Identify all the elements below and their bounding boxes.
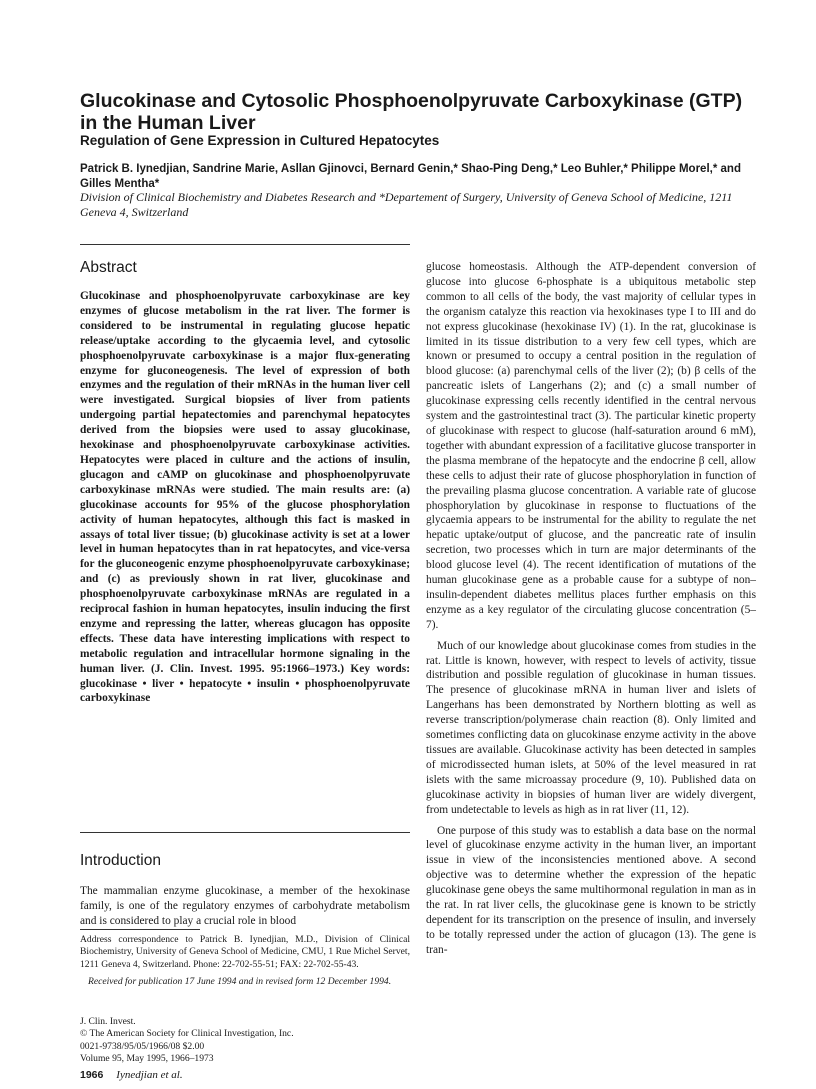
divider bbox=[80, 244, 410, 245]
author-list: Patrick B. Iynedjian, Sandrine Marie, Asllan Gjinovci, Bernard Genin,* Shao-Ping Deng,* Leo Buhler,* Philippe Morel,* and Gilles Mentha* bbox=[80, 163, 741, 190]
copyright-line: © The American Society for Clinical Investigation, Inc. bbox=[80, 1028, 294, 1040]
right-column bbox=[426, 260, 756, 964]
abstract-text: Glucokinase and phosphoenolpyruvate carboxykinase are key enzymes of glucose metabolism in the rat liver. The former is considered to be instrumental in regulating glucose hepatic release/uptake according to the glycaemia level, and cytosolic phosphoenolpyruvate carboxykinase is a major flux-generating enzyme for gluconeogenesis. The level of expression of both enzymes and the regulation of their mRNAs in the human liver cell were investigated. Surgical biopsies of liver from patients undergoing partial hepatectomies and parenchymal hepatocytes derived from the biopsies were used to assay glucokinase, hexokinase and phosphoenolpyruvate carboxykinase activities. Hepatocytes were placed in culture and the actions of insulin, glucagon and cAMP on glucokinase and phosphoenolpyruvate carboxykinase mRNAs were studied. The main results are: (a) glucokinase accounts for 95% of the glucose phosphorylation activity of human hepatocytes, although this fact is masked in assays of total liver tissue; (b) glucokinase activity is set at a lower level in human hepatocytes than in rat hepatocytes, and vice-versa for the gluconeogenic enzyme phosphoenolpyruvate carboxykinase; and (c) as previously shown in rat liver, glucokinase and phosphoenolpyruvate carboxykinase mRNAs are regulated in a reciprocal fashion in human hepatocytes, insulin inducing the first enzyme and repressing the latter, whereas glucagon has opposite effects. These data have interesting implications with respect to metabolic regulation and intracellular hormone signaling in the human liver. (J. Clin. Invest. 1995. 95:1966–1973.) Key words: glucokinase • liver • hepatocyte • insulin • phosphoenolpyruvate carboxykinase bbox=[80, 290, 410, 705]
abstract-heading: Abstract bbox=[80, 259, 137, 276]
journal-name: J. Clin. Invest. bbox=[80, 1016, 136, 1027]
affiliation: Division of Clinical Biochemistry and Diabetes Research and *Departement of Surgery, University of Geneva School of Medicine, 1211 Geneva 4, Switzerland bbox=[80, 190, 733, 219]
page-footer bbox=[80, 1069, 183, 1081]
correspondence-footnote bbox=[80, 934, 410, 989]
introduction-heading: Introduction bbox=[80, 852, 161, 869]
body-paragraph: Much of our knowledge about glucokinase comes from studies in the rat. Little is known, however, with respect to levels of activity, tissue distribution and possible regulation of glucokinase in human tissues. The presence of glucokinase mRNA in human liver and islets of Langerhans has been demonstrated by Northern blotting as well as reverse transcription/polymerase chain reaction (8). Only limited and sometimes conflicting data on glucokinase enzyme activity in the above tissues are available. Glucokinase activity has been detected in samples of microdissected human islets, at 50% of the level measured in rat islets with the same microassay procedure (9, 10). Published data on glucokinase activity in biopsies of human liver are widely divergent, from undetectable to levels as high as in rat liver (11, 12). bbox=[426, 639, 756, 816]
article-subtitle: Regulation of Gene Expression in Cultured Hepatocytes bbox=[80, 133, 440, 148]
body-paragraph: glucose homeostasis. Although the ATP-dependent conversion of glucose into glucose 6-phosphate is a ubiquitous metabolic step common to all cells of the body, the vast majority of cellular types in the organism catalyze this reaction via hexokinases type I to III and do not express glucokinase (hexokinase IV) (1). In the rat, glucokinase is limited in its tissue distribution to a very few cell types, which are known or presumed to occupy a central position in the regulation of blood glucose: (a) parenchymal cells of the liver (2); (b) β cells of the pancreatic islets of Langerhans (2); and (c) a small number of glucokinase expressing cells recently identified in the central nervous system and the gastrointestinal tract (3). The particular kinetic property of glucokinase with respect to glucose (half-saturation around 6 mM), together with abundant expression of a facilitative glucose transporter in the plasma membrane of the hepatocyte and the endocrine β cell, allow these cells to adjust their rate of glucose phosphorylation in function of the prevailing plasma glucose concentration. A variable rate of glucose phosphorylation by glucokinase in response to fluctuations of the glycaemia appears to be instrumental for the ability to regulate the net hepatic uptake/output of glucose, and the pancreatic rate of insulin secretion, two processes which in turn are major determinants of the blood glucose level (4). The recent identification of mutations of the human glucokinase gene as a probable cause for a subtype of non–insulin-dependent diabetes mellitus places further emphasis on this enzyme as a key regulator of the circulating glucose concentration (5–7). bbox=[426, 261, 756, 631]
introduction-text: The mammalian enzyme glucokinase, a member of the hexokinase family, is one of the regulatory enzymes of carbohydrate metabolism and is considered to play a crucial role in blood bbox=[80, 885, 410, 927]
received-date: Received for publication 17 June 1994 and in revised form 12 December 1994. bbox=[88, 976, 392, 988]
article-title: Glucokinase and Cytosolic Phosphoenolpyruvate Carboxykinase (GTP) in the Human Liver bbox=[80, 90, 743, 134]
body-paragraph: One purpose of this study was to establish a data base on the normal level of glucokinase enzyme activity in the human liver, an important issue in view of the inconsistencies mentioned above. A second objective was to determine whether the expression of the hepatic glucokinase gene obeys the same multihormonal regulation in man as in the rat. In rat liver cells, the glucokinase gene is known to be strictly dependent for its transcription on the presence of insulin, and inversely to be totally repressed under the action of glucagon (13). The gene is tran- bbox=[426, 824, 756, 956]
page-number: 1966 bbox=[80, 1069, 104, 1081]
correspondence-text: Address correspondence to Patrick B. Iynedjian, M.D., Division of Clinical Biochemistry, University of Geneva School of Medicine, CMU, 1 Rue Michel Servet, 1211 Geneva 4, Switzerland. Phone: 22-702-55-51; FAX: 22-702-55-43. bbox=[80, 934, 410, 970]
issn-line: 0021-9738/95/05/1966/08 $2.00 bbox=[80, 1040, 205, 1052]
running-author: Iynedjian et al. bbox=[116, 1069, 183, 1081]
footnote-divider bbox=[80, 929, 200, 930]
journal-citation bbox=[80, 1016, 410, 1066]
divider bbox=[80, 832, 410, 833]
volume-line: Volume 95, May 1995, 1966–1973 bbox=[80, 1053, 214, 1065]
